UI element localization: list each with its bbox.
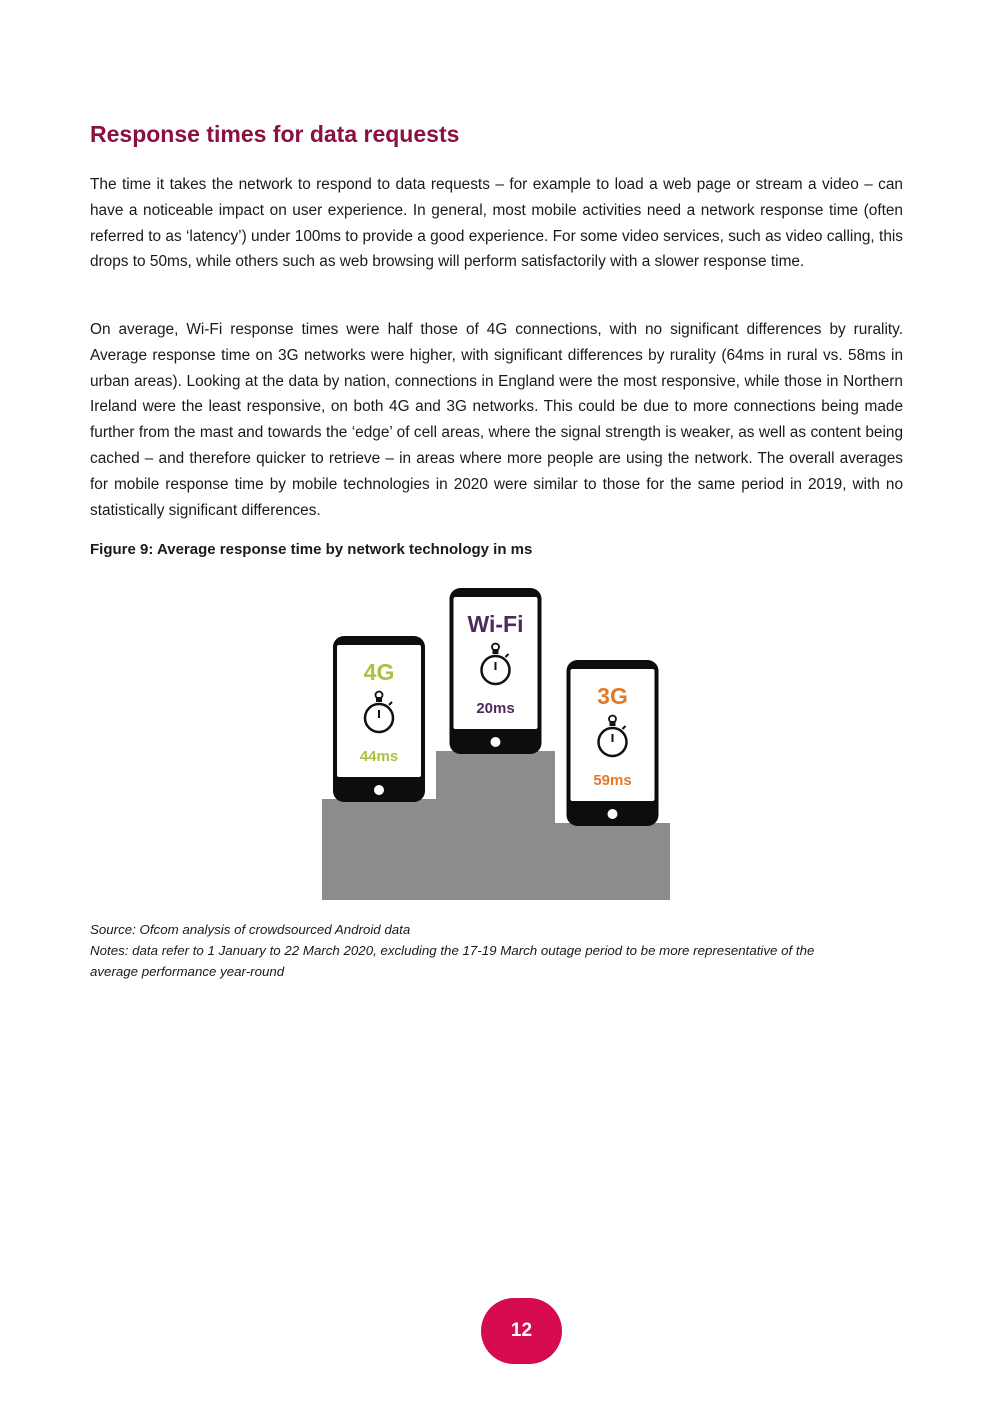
response-time-value: 20ms: [476, 700, 515, 717]
paragraph-2: On average, Wi-Fi response times were half those of 4G connections, with no significant differences by rurality. Average response time on 3G networks were higher, with significant differences by rurality (64ms in rural vs. 58ms in urban areas). Looking at the data by nation, connections in England were the most responsive, while those in Northern Ireland were the least responsive, on both 4G and 3G networks. This could be due to more connections being made further from the mast and towards the ‘edge’ of cell areas, where the signal strength is weaker, as well as content being cached – and therefore quicker to retrieve – in areas where more people are using the network. The overall averages for mobile response time by mobile technologies in 2020 were similar to those for the same period in 2019, with no statistically significant differences.: [90, 321, 903, 519]
podium-step-3: [555, 823, 670, 900]
response-time-value: 59ms: [593, 772, 632, 789]
phone-3g: [567, 660, 659, 826]
tech-label: Wi-Fi: [467, 611, 524, 637]
phone-home-button: [491, 737, 501, 747]
podium-step-2: [322, 799, 436, 900]
page-number-badge: [481, 1298, 562, 1364]
figure-title: Figure 9: Average response time by network technology in ms: [90, 541, 533, 558]
phone-4g: [333, 636, 425, 802]
figure-source: Source: Ofcom analysis of crowdsourced Android data: [90, 922, 411, 937]
phone-home-button: [374, 785, 384, 795]
tech-label: 4G: [363, 659, 395, 685]
podium-step-1: [436, 751, 555, 900]
phone-home-button: [608, 809, 618, 819]
paragraph-1: The time it takes the network to respond to data requests – for example to load a web page or stream a video – can have a noticeable impact on user experience. In general, most mobile activities need a network response time (often referred to as ‘latency’) under 100ms to provide a good experience. For some video services, such as video calling, this drops to 50ms, while others such as web browsing will perform satisfactorily with a slower response time.: [90, 176, 903, 271]
figure-notes: Notes: data refer to 1 January to 22 March 2020, excluding the 17-19 March outage period to be more representative of the average performance year-round: [90, 943, 815, 979]
phone-wifi: [450, 588, 542, 754]
response-time-value: 44ms: [359, 748, 399, 765]
page-number: 12: [510, 1320, 533, 1341]
podium-chart: [310, 580, 680, 905]
section-heading: Response times for data requests: [90, 121, 460, 147]
tech-label: 3G: [597, 683, 628, 709]
